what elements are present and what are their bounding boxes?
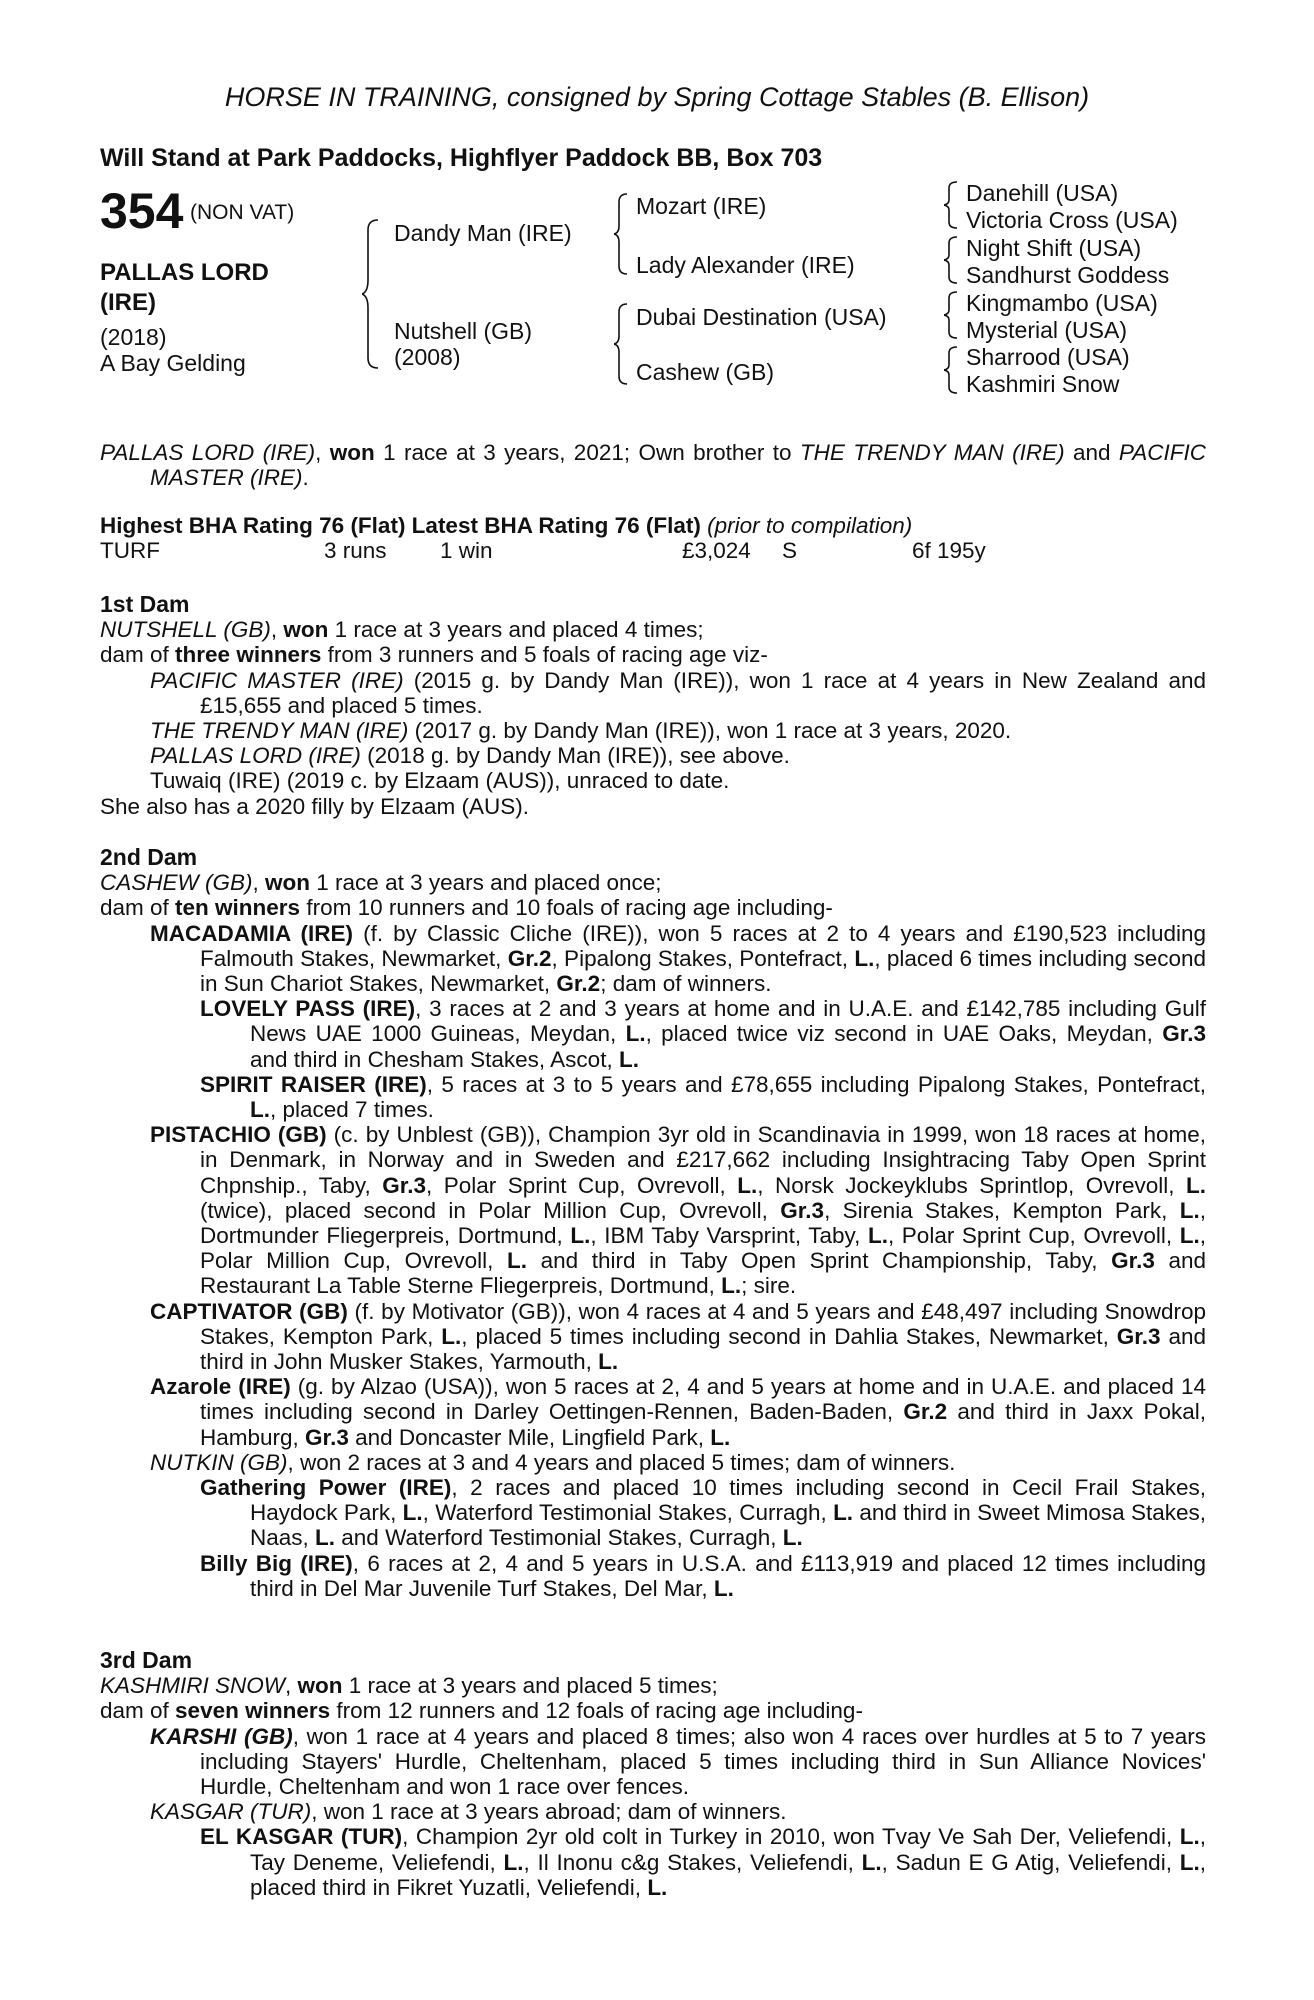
text-run: , placed 5 times including second in Dahlia Stakes, Newmarket, (461, 1323, 1117, 1349)
text-run: L. (570, 1223, 591, 1249)
progeny-entry (100, 1799, 1206, 1824)
progeny-name: Billy Big (IRE) (200, 1550, 353, 1576)
text-run: and third in Jaxx Pokal, Hamburg, (200, 1399, 1206, 1450)
dam-text: from 12 runners and 12 foals of racing age including- (330, 1698, 863, 1724)
lot-number: 354 (100, 183, 184, 239)
progeny-entry (100, 1374, 1206, 1450)
text-run: L. (647, 1874, 668, 1900)
text-run: L. (833, 1500, 854, 1526)
dam-text: from 3 runners and 5 foals of racing age viz- (321, 642, 768, 668)
text-run: , 2 races and placed 10 times including second in Cecil Frail Stakes, Haydock Park, (250, 1475, 1206, 1526)
progeny-name: PISTACHIO (GB) (150, 1122, 327, 1148)
second-dam-heading: 2nd Dam (100, 844, 198, 870)
record-runs: 3 runs (324, 538, 387, 563)
text-run: , 5 races at 3 to 5 years and £78,655 including Pipalong Stakes, Pontefract, (426, 1071, 1206, 1097)
progeny-name: PACIFIC MASTER (IRE) (150, 667, 404, 693)
text-run: L. (625, 1021, 646, 1047)
summary-end: . (302, 465, 309, 491)
pedigree-brace-g1 (944, 180, 960, 230)
record-surface: TURF (100, 538, 160, 563)
text-run: L. (1179, 1197, 1200, 1223)
pedigree-dam: Nutshell (GB) (394, 318, 533, 344)
bha-rating (100, 513, 912, 539)
winners-count: ten winners (175, 895, 301, 921)
progeny-entry (100, 1824, 1206, 1900)
text-run: , won 2 races at 3 and 4 years and placed 5 times; dam of winners. (287, 1449, 956, 1475)
text-run: L. (737, 1172, 758, 1198)
pedigree-g3-1: Danehill (USA) (966, 180, 1119, 206)
progeny-entry (100, 768, 1206, 793)
text-run: , 3 races at 2 and 3 years at home and in U.A.E. and £142,785 including Gulf News UAE 1000 Guineas, Meydan, (250, 996, 1206, 1047)
summary-brother-1: THE TRENDY MAN (IRE) (799, 440, 1065, 465)
dam-text: 1 race at 3 years and placed 5 times; (342, 1673, 718, 1699)
winners-count: three winners (175, 642, 322, 668)
text-run: , Polar Sprint Cup, Ovrevoll, (887, 1223, 1180, 1249)
progeny-entry (100, 1122, 1206, 1298)
dam-of-label: dam of (100, 895, 176, 921)
progeny-entry (100, 921, 1206, 997)
text-run: , Polar Million Cup, Ovrevoll, (200, 1223, 1206, 1274)
dam-of-label: dam of (100, 642, 176, 668)
dam-note (100, 794, 1206, 819)
text-run: Gr.3 (1111, 1248, 1155, 1274)
text-run: , Pipalong Stakes, Pontefract, (551, 945, 855, 971)
text-run: , won 1 race at 3 years abroad; dam of winners. (311, 1799, 787, 1825)
progeny-entry (100, 1299, 1206, 1375)
progeny-name: Azarole (IRE) (150, 1374, 291, 1400)
text-run: L. (250, 1097, 270, 1123)
text-run: , Tay Deneme, Veliefendi, (250, 1824, 1207, 1875)
text-run: , placed 6 times including second in Sun Chariot Stakes, Newmarket, (200, 945, 1207, 997)
pedigree-g3-2: Victoria Cross (USA) (966, 207, 1178, 233)
progeny-entry (100, 668, 1206, 718)
text-run: , placed third in Fikret Yuzatli, Veliefendi, (250, 1849, 1206, 1900)
first-dam-name: NUTSHELL (GB) (100, 617, 271, 643)
progeny-entry (100, 1072, 1206, 1122)
text-run: and third in Chesham Stakes, Ascot, (250, 1046, 619, 1072)
pedigree-brace-sire (614, 192, 630, 276)
summary-and: and (1072, 440, 1119, 465)
text-run: , won 1 race at 4 years and placed 8 times; also won 4 races over hurdles at 5 to 7 years including Stayers' Hurdle, Cheltenham, placed 5 times including third in Sun Alliance Novices' Hurdle, Cheltenham and won 1 race over fences. (200, 1723, 1206, 1800)
text-run: L. (618, 1046, 639, 1072)
text-run: L. (441, 1323, 462, 1349)
text-run: L. (315, 1525, 336, 1551)
text-run: Gr.3 (1162, 1021, 1207, 1047)
pedigree-dam-sire: Dubai Destination (USA) (636, 304, 887, 330)
progeny-name: SPIRIT RAISER (IRE) (200, 1071, 427, 1097)
text-run: (twice), placed second in Polar Million Cup, Ovrevoll, (200, 1197, 781, 1223)
progeny-entry (100, 1475, 1206, 1551)
summary-brother-2: PACIFIC MASTER (IRE) (150, 440, 1206, 491)
first-dam-heading: 1st Dam (100, 591, 190, 617)
text-run: and third in Taby Open Sprint Championship, Taby, (527, 1248, 1112, 1274)
summary-text: 1 race at 3 years, 2021; Own brother to (374, 440, 800, 465)
pedigree-brace-g4 (944, 345, 960, 395)
dam-note-text: She also has a 2020 filly by Elzaam (AUS). (100, 793, 529, 819)
text-run: ; dam of winners. (600, 971, 772, 997)
horse-name-line1: PALLAS LORD (100, 259, 269, 286)
record-wins: 1 win (440, 538, 493, 563)
text-run: and Restaurant La Table Sterne Fliegerpreis, Dortmund, (200, 1248, 1207, 1299)
text-run: L. (782, 1525, 803, 1551)
progeny-name: LOVELY PASS (IRE) (200, 996, 416, 1022)
record-going: S (782, 538, 798, 563)
second-dam-section: 2nd Dam CASHEW (GB), won 1 race at 3 years and placed once; dam of ten winners from 10 runners and 10 foals of racing age including- MACADAMIA (IRE) (f. by Classic Cliche (IRE)), won 5 races at 2 to 4 years and £190,523 including Falmouth Stakes, Newmarket, Gr.2, Pipalong Stakes, Pontefract, L., placed 6 times including second in Sun Chariot Stakes, Newmarket, Gr.2; dam of winners. LOVELY PASS (IRE), 3 races at 2 and 3 years at home and in U.A.E. and £142,785 including Gulf News UAE 1000 Guineas, Meydan, L., placed twice viz second in UAE Oaks, Meydan, Gr.3 and third in Chesham Stakes, Ascot, L. SPIRIT RAISER (IRE), 5 races at 3 to 5 years and £78,655 including Pipalong Stakes, Pontefract, L., placed 7 times. PISTACHIO (GB) (c. by Unblest (GB)), Champion 3yr old in Scandinavia in 1999, won 18 races at home, in Denmark, in Norway and in Sweden and £217,662 including Insightracing Taby Open Sprint Chpnship., Taby, Gr.3, Polar Sprint Cup, Ovrevoll, L., Norsk Jockeyklubs Sprintlop, Ovrevoll, L. (twice), placed second in Polar Million Cup, Ovrevoll, Gr.3, Sirenia Stakes, Kempton Park, L., Dortmunder Fliegerpreis, Dortmund, L., IBM Taby Varsprint, Taby, L., Polar Sprint Cup, Ovrevoll, L., Polar Million Cup, Ovrevoll, L. and third in Taby Open Sprint Championship, Taby, Gr.3 and Restaurant La Table Sterne Fliegerpreis, Dortmund, L.; sire. CAPTIVATOR (GB) (f. by Motivator (GB)), won 4 races at 4 and 5 years and £48,497 including Snowdrop Stakes, Kempton Park, L., placed 5 times including second in Dahlia Stakes, Newmarket, Gr.3 and third in John Musker Stakes, Yarmouth, L. Azarole (IRE) (g. by Alzao (USA)), won 5 races at 2, 4 and 5 years at home and in U.A.E. and placed 14 times including second in Darley Oettingen-Rennen, Baden-Baden, Gr.2 and third in Jaxx Pokal, Hamburg, Gr.3 and Doncaster Mile, Lingfield Park, L. NUTKIN (GB), won 2 races at 3 and 4 years and placed 5 times; dam of winners. Gathering Power (IRE), 2 races and placed 10 times including second in Cecil Frail Stakes, Haydock Park, L., Waterford Testimonial Stakes, Curragh, L. and third in Sweet Mimosa Stakes, Naas, L. and Waterford Testimonial Stakes, Curragh, L. Billy Big (IRE), 6 races at 2, 4 and 5 years in U.S.A. and £113,919 and placed 12 times including third in Del Mar Juvenile Turf Stakes, Del Mar, L. (100, 844, 1207, 1601)
stand-location: Will Stand at Park Paddocks, Highflyer Paddock BB, Box 703 (100, 144, 823, 172)
dam-text: from 10 runners and 10 foals of racing age including- (300, 895, 833, 921)
pedigree-dam-year: (2008) (394, 344, 461, 370)
progeny-text: Tuwaiq (IRE) (2019 c. by Elzaam (AUS)), unraced to date. (150, 768, 730, 794)
text-run: , Champion 2yr old colt in Turkey in 2010, won Tvay Ve Sah Der, Veliefendi, (402, 1824, 1180, 1850)
pedigree-g3-3: Night Shift (USA) (966, 235, 1142, 261)
progeny-name: PALLAS LORD (IRE) (150, 743, 361, 769)
dam-of-label: dam of (100, 1698, 176, 1724)
text-run: Gr.2 (507, 945, 552, 971)
progeny-name: KASGAR (TUR) (150, 1799, 312, 1825)
second-dam-name: CASHEW (GB) (100, 870, 253, 896)
third-dam-name: KASHMIRI SNOW (100, 1673, 286, 1699)
progeny-entry (100, 1724, 1206, 1800)
text-run: and third in Sweet Mimosa Stakes, Naas, (250, 1500, 1206, 1551)
third-dam-section: 3rd Dam KASHMIRI SNOW, won 1 race at 3 years and placed 5 times; dam of seven winners from 12 runners and 12 foals of racing age including- KARSHI (GB), won 1 race at 4 years and placed 8 times; also won 4 races over hurdles at 5 to 7 years including Stayers' Hurdle, Cheltenham, placed 5 times including third in Sun Alliance Novices' Hurdle, Cheltenham and won 1 race over fences. KASGAR (TUR), won 1 race at 3 years abroad; dam of winners. EL KASGAR (TUR), Champion 2yr old colt in Turkey in 2010, won Tvay Ve Sah Der, Veliefendi, L., Tay Deneme, Veliefendi, L., Il Inonu c&g Stakes, Veliefendi, L., Sadun E G Atig, Veliefendi, L., placed third in Fikret Yuzatli, Veliefendi, L. (100, 1647, 1207, 1900)
text-run: , Polar Sprint Cup, Ovrevoll, (426, 1172, 738, 1198)
text-run: and Waterford Testimonial Stakes, Curragh, (335, 1525, 783, 1551)
progeny-text: (2015 g. by Dandy Man (IRE)), won 1 race at 4 years in New Zealand and £15,655 and placed 5 times. (200, 667, 1207, 718)
text-run: L. (861, 1849, 882, 1875)
progeny-entry (100, 718, 1206, 743)
pedigree-g3-8: Kashmiri Snow (966, 371, 1120, 397)
summary-horse-name: PALLAS LORD (IRE) (100, 440, 316, 465)
text-run: L. (854, 945, 875, 971)
dam-text: 1 race at 3 years and placed once; (310, 870, 662, 896)
pedigree-g3-5: Kingmambo (USA) (966, 290, 1158, 316)
progeny-name: EL KASGAR (TUR) (200, 1824, 403, 1850)
text-run: ; sire. (741, 1273, 797, 1299)
text-run: , placed 7 times. (270, 1097, 434, 1123)
text-run: (c. by Unblest (GB)), Champion 3yr old in Scandinavia in 1999, won 18 races at home, in Denmark, in Norway and in Sweden and £217,662 including Insightracing Taby Open Sprint Chpnship., Taby, (200, 1122, 1206, 1198)
text-run: , 6 races at 2, 4 and 5 years in U.S.A. and £113,919 and placed 12 times including third in Del Mar Juvenile Turf Stakes, Del Mar, (250, 1550, 1206, 1601)
text-run: L. (1179, 1849, 1200, 1875)
text-run: L. (1179, 1824, 1200, 1850)
pedigree-dam-dam: Cashew (GB) (636, 359, 775, 385)
pedigree-sire-sire: Mozart (IRE) (636, 193, 767, 219)
text-run: (g. by Alzao (USA)), won 5 races at 2, 4 and 5 years at home and in U.A.E. and placed 14 times including second in Darley Oettingen-Rennen, Baden-Baden, (200, 1374, 1206, 1425)
text-run: Gr.3 (382, 1172, 427, 1198)
pedigree-g3-7: Sharrood (USA) (966, 344, 1130, 370)
text-run: , Norsk Jockeyklubs Sprintlop, Ovrevoll, (757, 1172, 1187, 1198)
text-run: L. (507, 1248, 528, 1274)
text-run: Gr.2 (556, 971, 601, 997)
vat-status: (NON VAT) (190, 201, 295, 224)
text-run: L. (503, 1849, 524, 1875)
text-run: L. (867, 1223, 888, 1249)
text-run: and third in John Musker Stakes, Yarmouth, (200, 1323, 1206, 1375)
text-run: , Sadun E G Atig, Veliefendi, (881, 1849, 1180, 1875)
text-run: L. (402, 1500, 423, 1526)
summary-won: won (329, 440, 375, 465)
text-run: Gr.3 (1116, 1323, 1161, 1349)
dam-text: 1 race at 3 years and placed 4 times; (328, 617, 704, 643)
progeny-entry (100, 743, 1206, 768)
page-title: HORSE IN TRAINING, consigned by Spring Cottage Stables (B. Ellison) (224, 82, 1090, 112)
progeny-name: CAPTIVATOR (GB) (150, 1298, 348, 1324)
first-dam-section: 1st Dam NUTSHELL (GB), won 1 race at 3 years and placed 4 times; dam of three winners from 3 runners and 5 foals of racing age viz- PACIFIC MASTER (IRE) (2015 g. by Dandy Man (IRE)), won 1 race at 4 years in New Zealand and £15,655 and placed 5 times. THE TRENDY MAN (IRE) (2017 g. by Dandy Man (IRE)), won 1 race at 3 years, 2020. PALLAS LORD (IRE) (2018 g. by Dandy Man (IRE)), see above. Tuwaiq (IRE) (2019 c. by Elzaam (AUS)), unraced to date. She also has a 2020 filly by Elzaam (AUS). (100, 591, 1207, 819)
pedigree-brace-gen1 (362, 218, 382, 370)
third-dam-heading: 3rd Dam (100, 1647, 193, 1673)
pedigree-brace-g2 (944, 235, 960, 285)
text-run: L. (598, 1349, 619, 1375)
text-run: L. (1179, 1223, 1200, 1249)
text-run: , Sirenia Stakes, Kempton Park, (824, 1197, 1180, 1223)
won-label: won (283, 617, 329, 643)
text-run: L. (721, 1273, 742, 1299)
text-run: Gr.2 (903, 1399, 948, 1425)
text-run: , Dortmunder Fliegerpreis, Dortmund, (200, 1197, 1206, 1249)
text-run: and Doncaster Mile, Lingfield Park, (348, 1424, 711, 1450)
progeny-name: NUTKIN (GB) (150, 1449, 288, 1475)
progeny-text: (2017 g. by Dandy Man (IRE)), won 1 race at 3 years, 2020. (408, 718, 1012, 744)
progeny-name: THE TRENDY MAN (IRE) (150, 718, 409, 744)
pedigree-sire-dam: Lady Alexander (IRE) (636, 252, 855, 278)
progeny-name: Gathering Power (IRE) (200, 1475, 452, 1501)
bha-rating-label: Highest BHA Rating 76 (Flat) Latest BHA Rating 76 (Flat) (100, 513, 701, 538)
progeny-entry (100, 996, 1206, 1072)
record-distance: 6f 195y (912, 538, 986, 563)
horse-name-line2: (IRE) (100, 289, 156, 316)
bha-rating-note: (prior to compilation) (707, 513, 913, 538)
horse-description: A Bay Gelding (100, 350, 246, 376)
text-run: Gr.3 (305, 1424, 349, 1450)
progeny-entry (100, 1551, 1206, 1601)
pedigree-sire: Dandy Man (IRE) (394, 220, 572, 246)
won-label: won (265, 870, 311, 896)
race-summary: PALLAS LORD (IRE), won 1 race at 3 years, 2021; Own brother to THE TRENDY MAN (IRE) and PACIFIC MASTER (IRE). (100, 440, 1206, 491)
progeny-name: MACADAMIA (IRE) (150, 920, 353, 946)
text-run: (f. by Motivator (GB)), won 4 races at 4 and 5 years and £48,497 including Snowdrop Stakes, Kempton Park, (200, 1298, 1206, 1349)
text-run: (f. by Classic Cliche (IRE)), won 5 races at 2 to 4 years and £190,523 including Falmouth Stakes, Newmarket, (200, 920, 1206, 971)
text-run: L. (710, 1424, 731, 1450)
progeny-entry (100, 1450, 1206, 1475)
foaling-year: (2018) (100, 324, 167, 350)
pedigree-g3-6: Mysterial (USA) (966, 317, 1128, 343)
horse-name (100, 258, 269, 318)
pedigree-brace-g3 (944, 290, 960, 340)
text-run: , Waterford Testimonial Stakes, Curragh, (422, 1500, 834, 1526)
text-run: Gr.3 (780, 1197, 825, 1223)
text-run: L. (1186, 1172, 1207, 1198)
text-run: , IBM Taby Varsprint, Taby, (590, 1223, 868, 1249)
won-label: won (297, 1673, 343, 1699)
progeny-text: (2018 g. by Dandy Man (IRE)), see above. (360, 743, 790, 769)
text-run: L. (713, 1575, 734, 1601)
winners-count: seven winners (175, 1698, 331, 1724)
progeny-name: KARSHI (GB) (150, 1723, 293, 1749)
pedigree-g3-4: Sandhurst Goddess (966, 262, 1170, 288)
record-earnings: £3,024 (682, 538, 751, 563)
pedigree-brace-dam (614, 302, 630, 386)
text-run: , placed twice viz second in UAE Oaks, Meydan, (645, 1021, 1163, 1047)
text-run: , Il Inonu c&g Stakes, Veliefendi, (523, 1849, 862, 1875)
